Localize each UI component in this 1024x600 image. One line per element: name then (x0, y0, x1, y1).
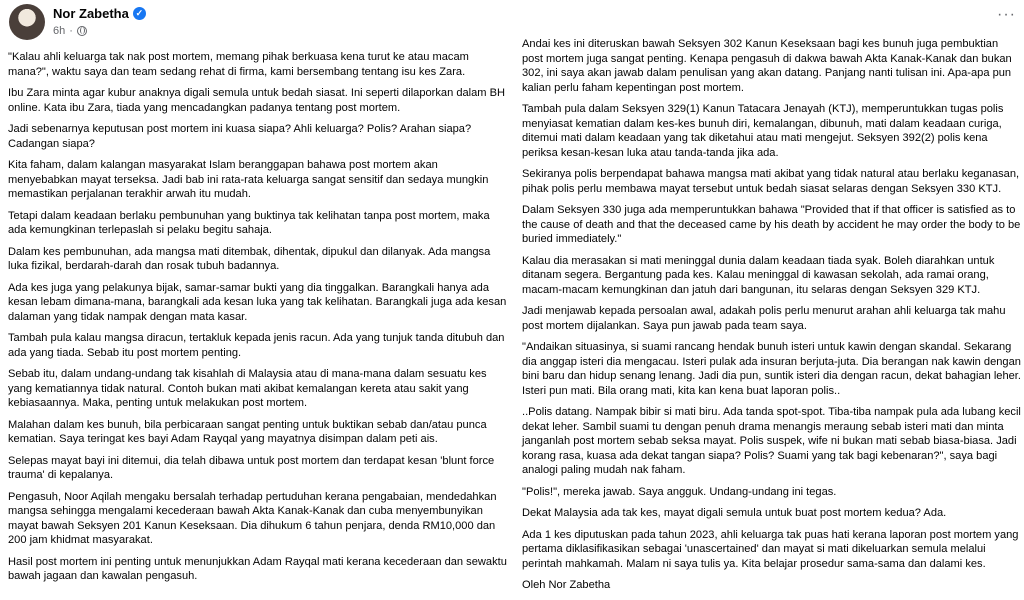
post-meta: 6h · (53, 25, 87, 37)
post-text-right-column (522, 37, 1022, 600)
verified-badge-icon: ✓ (133, 7, 146, 20)
paragraph: Tetapi dalam keadaan berlaku pembunuhan yang buktinya tak kelihatan tanpa post mortem, maka ada kemungkinan terlepaslah si pelaku begitu sahaja. (8, 209, 490, 236)
paragraph: Selepas mayat bayi ini ditemui, dia telah dibawa untuk post mortem dan terdapat kesan 'blunt force trauma' di kepalanya. (8, 454, 495, 481)
paragraph: ..Polis datang. Nampak bibir si mati biru. Ada tanda spot-spot. Tiba-tiba nampak pula ada lubang kecil dekat leher. Sambil suami tu dengan penuh drama menangis meraung sebab isteri mati dan minta janganlah post mortem sebab seksa mayat. Polis suspek, wife ni bukan mati sebab biasa-biasa. Jadi korang rasa, kuasa ada dekat tangan siapa? Polis? Suami yang tak bagi kebenaran?", saya bagi analogi paling mudah nak faham. (522, 406, 1021, 476)
more-options-icon[interactable]: ··· (997, 6, 1016, 23)
paragraph: Dalam Seksyen 330 juga ada memperuntukkan bahawa "Provided that if that officer is satisfied as to the cause of death and that the deceased came by his death by accident he may order the body to be buried immediately." (522, 204, 1021, 245)
author-row (53, 6, 146, 21)
paragraph: Hasil post mortem ini penting untuk menunjukkan Adam Rayqal mati kerana kecederaan dan sewaktu bawah jagaan dan kawalan pengasuh. (8, 555, 507, 582)
paragraph: Sekiranya polis berpendapat bahawa mangsa mati akibat yang tidak natural atau berlaku keganasan, pihak polis perlu membawa mayat tersebut untuk bedah siasat selaras dengan Seksyen 330 KTJ. (522, 168, 1020, 195)
paragraph: Ada kes juga yang pelakunya bijak, samar-samar bukti yang dia tinggalkan. Barangkali hanya ada kesan lebam dimana-mana, barangkali ada kesan luka yang tak kelihatan. Barangkali juga ada kesan dalaman yang tidak nampak dengan mata kasar. (8, 281, 507, 323)
paragraph: Kita faham, dalam kalangan masyarakat Islam beranggapan bahawa post mortem akan menyebabkan mayat terseksa. Jadi bab ini rata-rata keluarga sangat sensitif dan sedaya mungkin memastikan perjalanan terakhir arwah itu mudah. (8, 159, 489, 200)
globe-icon (77, 26, 87, 36)
avatar[interactable] (9, 4, 45, 40)
paragraph: "Andaikan situasinya, si suami rancang hendak bunuh isteri untuk kawin dengan skandal. Sekarang dia anggap isteri dia mengacau. Isteri pulak ada insuran berjuta-juta. Dia berangan nak kawin dengan bini baru dan hidup senang lenang. Jadi dia pun, suntik isteri dia dengan racun, dekat bahagian leher. Isteri pun mati. Bila orang mati, kita kan kena buat laporan polis.. (522, 341, 1021, 397)
paragraph: Malahan dalam kes bunuh, bila perbicaraan sangat penting untuk buktikan sebab dan/atau punca kematian. Saya teringat kes bayi Adam Rayqal yang mayatnya disimpan dalam peti ais. (8, 418, 487, 445)
paragraph: Andai kes ini diteruskan bawah Seksyen 302 Kanun Keseksaan bagi kes bunuh juga pembuktian post mortem juga sangat penting. Kenapa pengasuh di dakwa bawah Akta Kanak-Kanak dan bukan 302, ini saya akan jawab dalam penulisan yang akan datang. Panjang nanti tulisan ini. Apa-apa pun kalian perlu faham kepentingan post mortem. (522, 38, 1012, 94)
paragraph: Kalau dia merasakan si mati meninggal dunia dalam keadaan tiada syak. Boleh diarahkan untuk ditanam segera. Bergantung pada kes. Kalau meninggal di kawasan sekolah, ada ramai orang, macam-macam kemungkinan dan jatuh dari bangunan, itu selaras dengan Seksyen 329 KTJ. (522, 254, 995, 296)
paragraph: Ibu Zara minta agar kubur anaknya digali semula untuk bedah siasat. Ini seperti dilaporkan dalam BH online. Kata ibu Zara, tiada yang mencadangkan padanya tentang post mortem. (8, 87, 506, 114)
paragraph: "Polis!", mereka jawab. Saya angguk. Undang-undang ini tegas. (522, 485, 837, 498)
paragraph: Pengasuh, Noor Aqilah mengaku bersalah terhadap pertuduhan kerana pengabaian, mendedahkan mangsa sehingga mengalami kecederaan bawah Akta Kanak-Kanak dan cuba menyembunyikan mayat bawah Seksyen 201 Kanun Keseksaan. Dia dihukum 6 tahun penjara, denda RM10,000 dan 200 jam khidmat masyarakat. (8, 490, 497, 546)
paragraph: Jadi sebenarnya keputusan post mortem ini kuasa siapa? Ahli keluarga? Polis? Arahan siapa? Cadangan siapa? (8, 123, 472, 150)
paragraph: Sebab itu, dalam undang-undang tak kisahlah di Malaysia atau di mana-mana dalam sesuatu kes yang kematiannya tidak natural. Contoh bukan mati akibat kemalangan kereta atau sakit yang kebiasaannya. Maka, penting untuk melakukan post mortem. (8, 368, 487, 409)
paragraph: Tambah pula dalam Seksyen 329(1) Kanun Tatacara Jenayah (KTJ), memperuntukkan tugas polis menyiasat kematian dalam kes-kes bunuh diri, kemalangan, dibunuh, mati dalam keadaan curiga, ditemui mati dalam keadaan yang tak diketahui atau mati mengejut. Seksyen 392(2) polis kena periksa kesan-kesan luka atau tanda-tanda jika ada. (522, 103, 1004, 159)
signature-text: Oleh Nor Zabetha (522, 579, 611, 591)
author-name[interactable]: Nor Zabetha (53, 6, 129, 21)
post-header (9, 2, 514, 46)
post-time[interactable]: 6h (53, 25, 66, 37)
post-text-left-column (8, 50, 508, 591)
paragraph: "Kalau ahli keluarga tak nak post mortem, memang pihak berkuasa kena turut ke atau macam mana?", waktu saya dan team sedang rehat di firma, kami bersembang tentang isu kes Zara. (8, 51, 469, 78)
paragraph: Ada 1 kes diputuskan pada tahun 2023, ahli keluarga tak puas hati kerana laporan post mortem yang pertama diklasifikasikan sebagai 'unascertained' dan mayat si mati dikeluarkan semula melalui perintah mahkamah. Malam ni saya tulis ya. Kita belajar prosedur sama-sama dan dalami kes. (522, 528, 1019, 570)
paragraph: Dekat Malaysia ada tak kes, mayat digali semula untuk buat post mortem kedua? Ada. (522, 507, 947, 519)
paragraph: Jadi menjawab kepada persoalan awal, adakah polis perlu menurut arahan ahli keluarga tak mahu post mortem dijalankan. Saya pun jawab pada team saya. (522, 305, 1006, 332)
paragraph: Dalam kes pembunuhan, ada mangsa mati ditembak, dihentak, dipukul dan dilanyak. Ada mangsa luka fizikal, berdarah-darah dan rosak tubuh badannya. (8, 245, 491, 272)
paragraph: Tambah pula kalau mangsa diracun, tertakluk kepada jenis racun. Ada yang tunjuk tanda ditubuh dan ada yang tiada. Sebab itu post mortem penting. (8, 332, 505, 359)
